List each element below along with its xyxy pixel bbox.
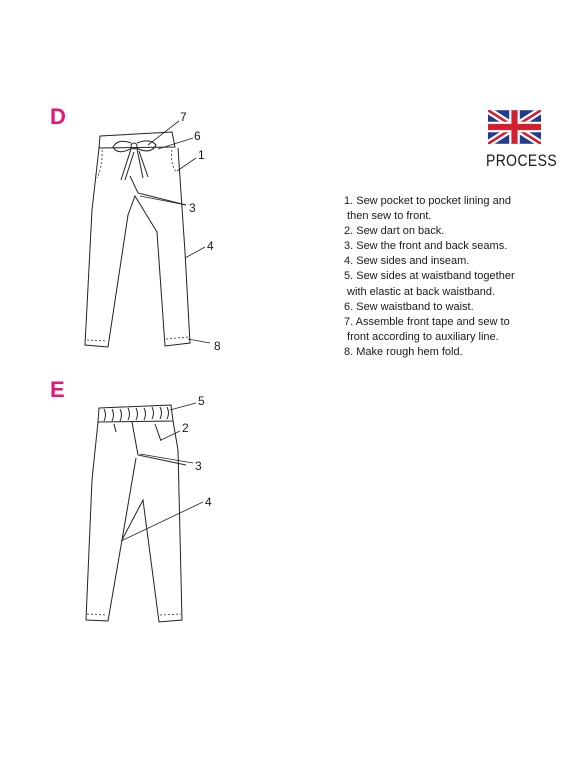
process-step-line: 6. Sew waistband to waist. <box>344 300 474 313</box>
callout-e-4: 4 <box>205 495 212 509</box>
callout-e-3: 3 <box>195 459 202 473</box>
trousers-d-drawing <box>85 132 190 347</box>
process-step-line: front according to auxiliary line. <box>344 330 499 343</box>
process-step-line: then sew to front. <box>344 210 432 223</box>
process-step-line: with elastic at back waistband. <box>344 285 496 298</box>
process-step-line: 2. Sew dart on back. <box>344 225 445 238</box>
callout-d-1: 1 <box>198 148 205 162</box>
callout-e-2: 2 <box>182 421 189 435</box>
callout-d-8: 8 <box>214 339 221 353</box>
process-step-line: 5. Sew sides at waistband together <box>344 270 515 283</box>
callout-d-4: 4 <box>207 239 214 253</box>
section-letter-d: D <box>50 104 66 129</box>
process-step-line: 8. Make rough hem fold. <box>344 345 463 358</box>
process-step-line: 3. Sew the front and back seams. <box>344 240 508 253</box>
process-label: PROCESS <box>486 151 558 170</box>
callout-d-3: 3 <box>189 201 196 215</box>
callout-d-6: 6 <box>194 129 201 143</box>
process-step-line: 1. Sew pocket to pocket lining and <box>344 195 511 207</box>
section-letter-e: E <box>50 377 65 402</box>
process-step-line: 7. Assemble front tape and sew to <box>344 315 510 328</box>
callout-d-7: 7 <box>180 110 187 124</box>
process-step-line: 4. Sew sides and inseam. <box>344 255 470 268</box>
callout-e-5: 5 <box>198 394 205 408</box>
trousers-e-drawing <box>86 405 186 622</box>
